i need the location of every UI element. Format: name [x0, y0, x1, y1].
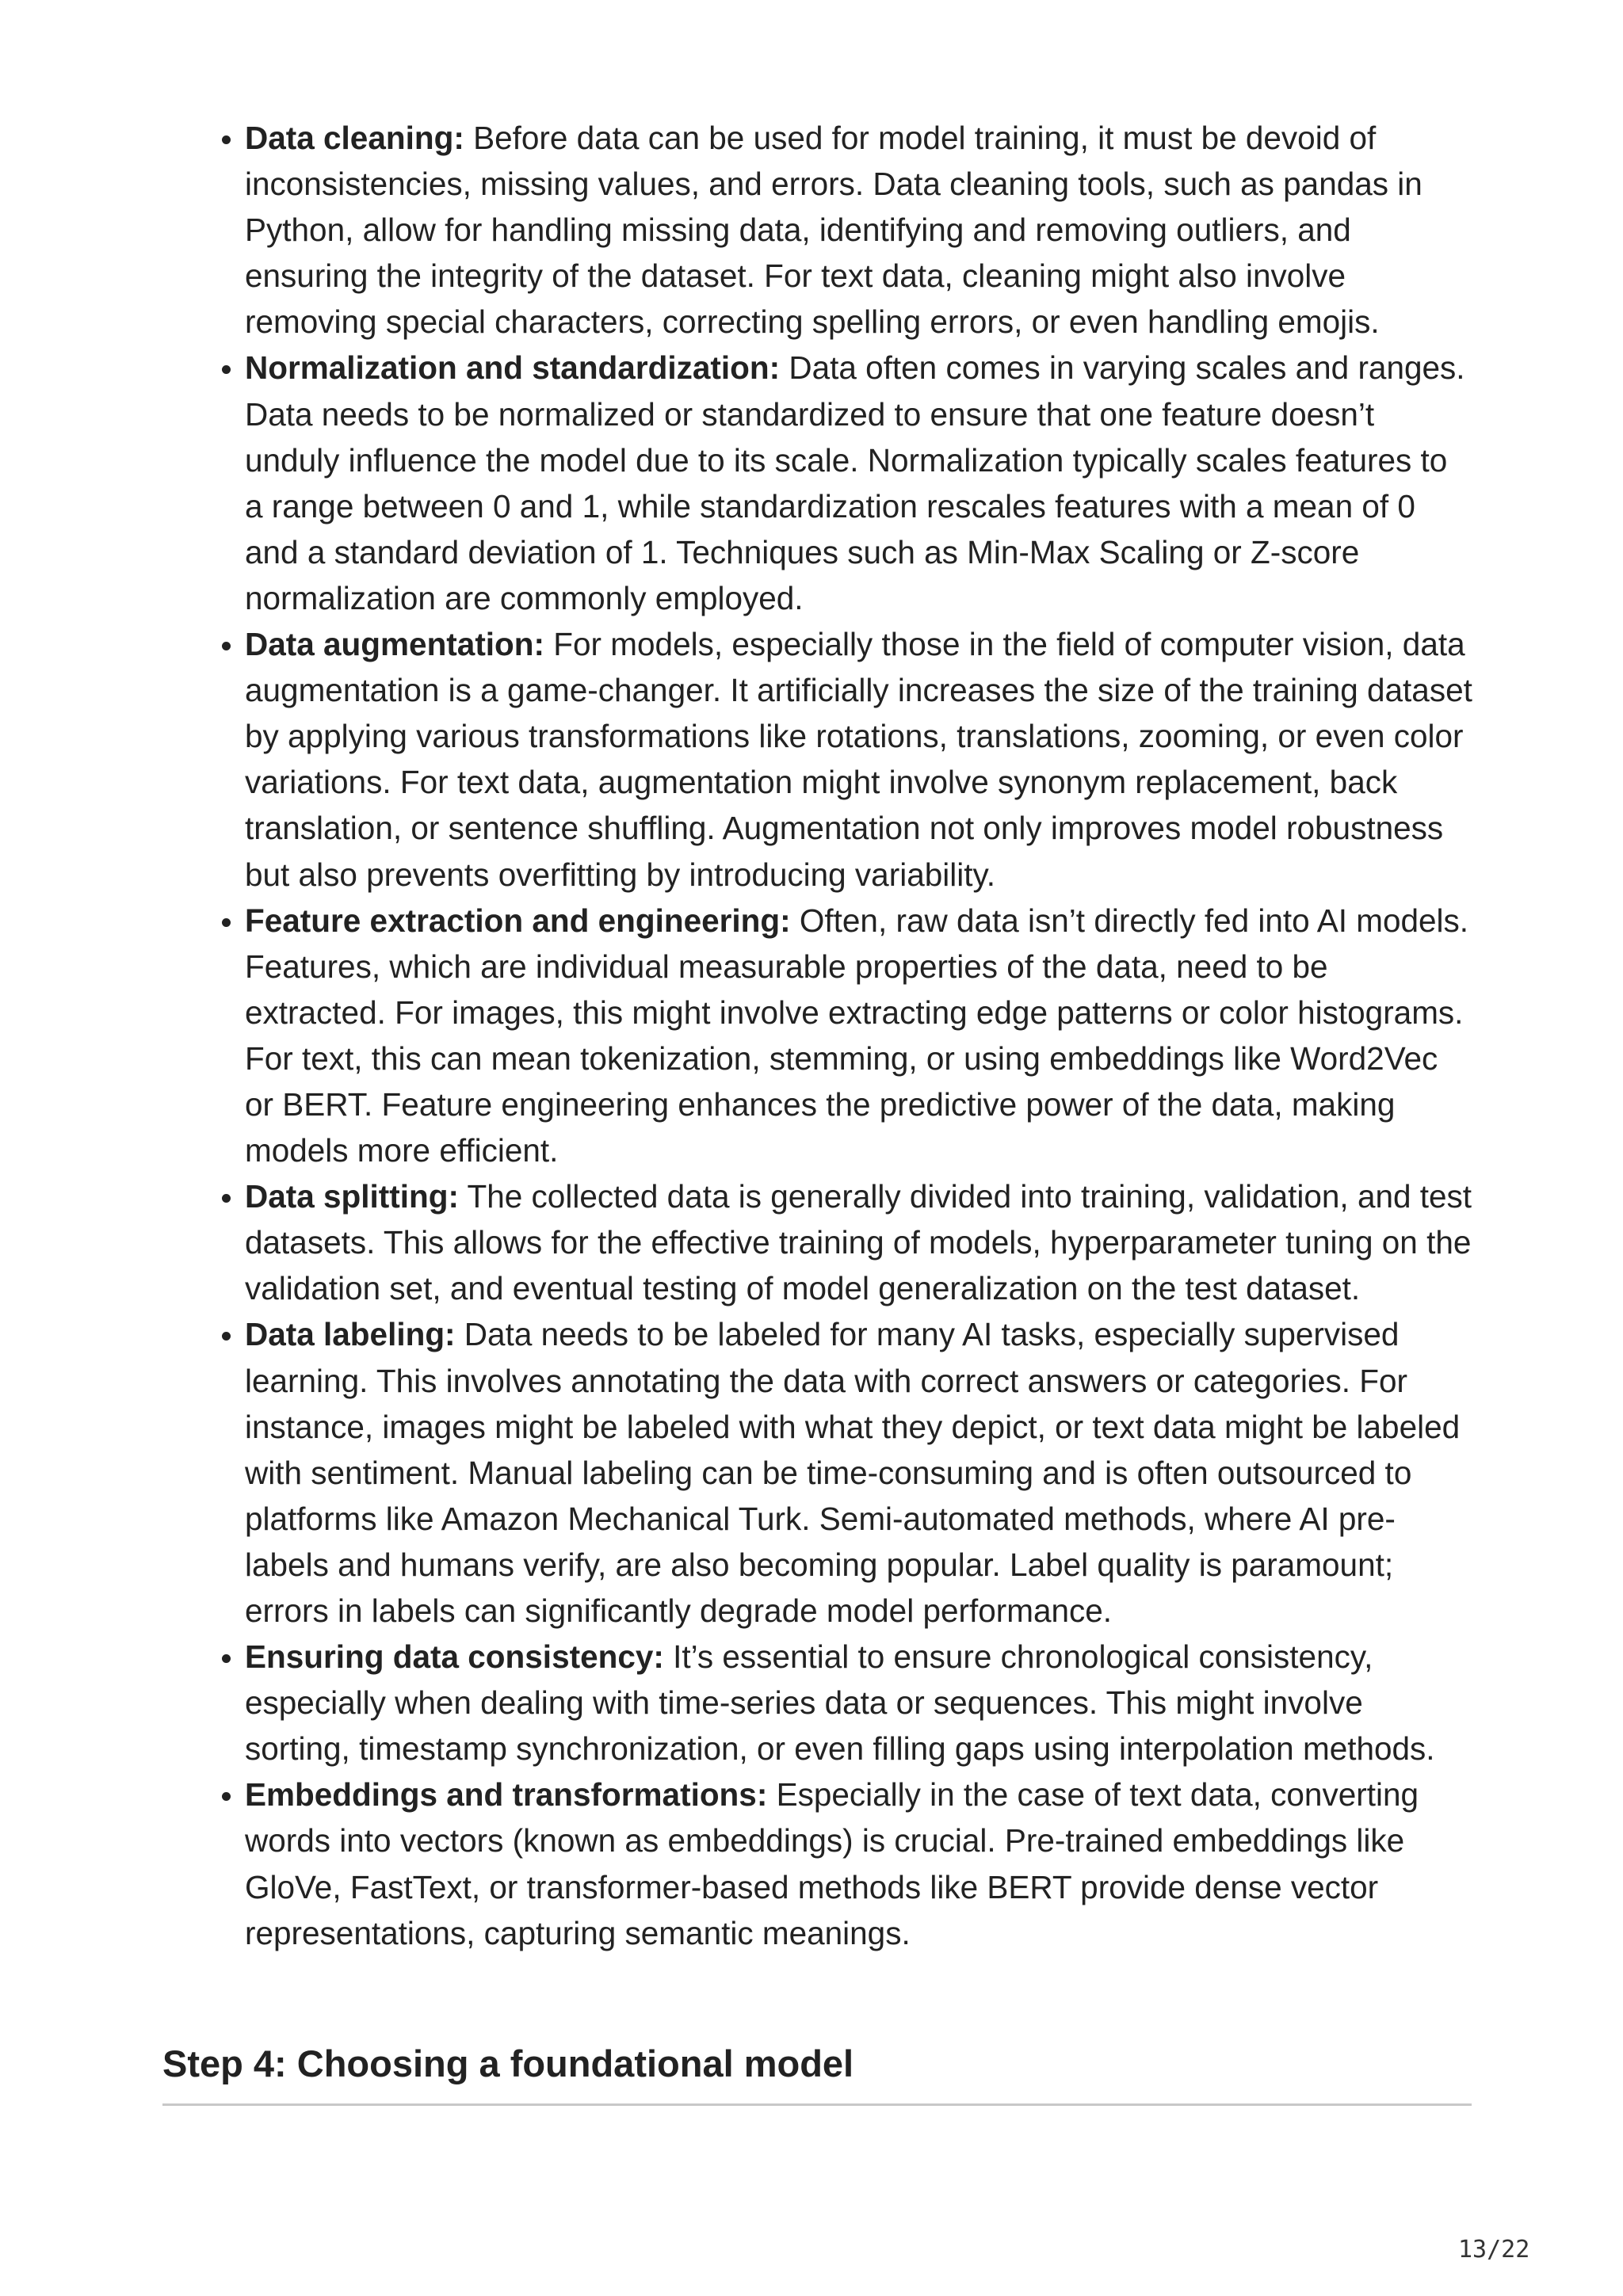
list-item	[245, 1311, 1474, 1634]
item-text: Data needs to be labeled for many AI tasks, especially supervised learning. This involves annotating the data with correct answers or categories. For instance, images might be labeled with what they depict, or text data might be labeled with sentiment. Manual labeling can be time-consuming and is often outsourced to platforms like Amazon Mechanical Turk. Semi-automated methods, where AI pre-labels and humans verify, are also becoming popular. Label quality is paramount; errors in labels can significantly degrade model performance.	[245, 1316, 1461, 1629]
item-text: Often, raw data isn’t directly fed into AI models. Features, which are individual measurable properties of the data, need to be extracted. For images, this might involve extracting edge patterns or color histograms. For text, this can mean tokenization, stemming, or using embeddings like Word2Vec or BERT. Feature engineering enhances the predictive power of the data, making models more efficient.	[245, 902, 1469, 1169]
item-text: The collected data is generally divided into training, validation, and test datasets. This allows for the effective training of models, hyperparameter tuning on the validation set, and eventual testing of model generalization on the test dataset.	[245, 1178, 1472, 1307]
item-term: Data labeling:	[245, 1316, 456, 1353]
item-term: Ensuring data consistency:	[245, 1638, 664, 1676]
list-item	[245, 621, 1474, 898]
list-item	[245, 1634, 1474, 1772]
section-heading: Step 4: Choosing a foundational model	[162, 2042, 854, 2084]
list-item	[245, 115, 1474, 345]
bullet-list	[162, 115, 1474, 1956]
article-body	[162, 115, 1474, 1956]
item-term: Data augmentation:	[245, 626, 545, 663]
item-text: It’s essential to ensure chronological consistency, especially when dealing with time-series data or sequences. This might involve sorting, timestamp synchronization, or even filling gaps using interpolation methods.	[245, 1638, 1435, 1768]
heading-divider	[162, 2103, 1472, 2106]
list-item	[245, 1173, 1474, 1311]
item-text: Especially in the case of text data, converting words into vectors (known as embeddings) is crucial. Pre-trained embeddings like GloVe, FastText, or transformer-based methods like BERT provide dense vector representations, capturing semantic meanings.	[245, 1776, 1419, 1951]
item-term: Data cleaning:	[245, 120, 464, 156]
item-term: Embeddings and transformations:	[245, 1776, 768, 1814]
item-text: Before data can be used for model training, it must be devoid of inconsistencies, missing values, and errors. Data cleaning tools, such as pandas in Python, allow for handling missing data, identifying and removing outliers, and ensuring the integrity of the dataset. For text data, cleaning might also involve removing special characters, correcting spelling errors, or even handling emojis.	[245, 120, 1423, 341]
item-term: Feature extraction and engineering:	[245, 902, 791, 939]
list-item	[245, 898, 1474, 1174]
item-text: For models, especially those in the field of computer vision, data augmentation is a game-changer. It artificially increases the size of the training dataset by applying various transformations like rotations, translations, zooming, or even color variations. For text data, augmentation might involve synonym replacement, back translation, or sentence shuffling. Augmentation not only improves model robustness but also prevents overfitting by introducing variability.	[245, 626, 1472, 893]
item-term: Data splitting:	[245, 1178, 459, 1215]
list-item	[245, 1772, 1474, 1955]
item-text: Data often comes in varying scales and ranges. Data needs to be normalized or standardized to ensure that one feature doesn’t unduly influence the model due to its scale. Normalization typically scales features to a range between 0 and 1, while standardization rescales features with a mean of 0 and a standard deviation of 1. Techniques such as Min-Max Scaling or Z-score normalization are commonly employed.	[245, 349, 1465, 616]
page-number: 13/22	[1458, 2236, 1530, 2264]
item-term: Normalization and standardization:	[245, 349, 781, 387]
list-item	[245, 345, 1474, 621]
